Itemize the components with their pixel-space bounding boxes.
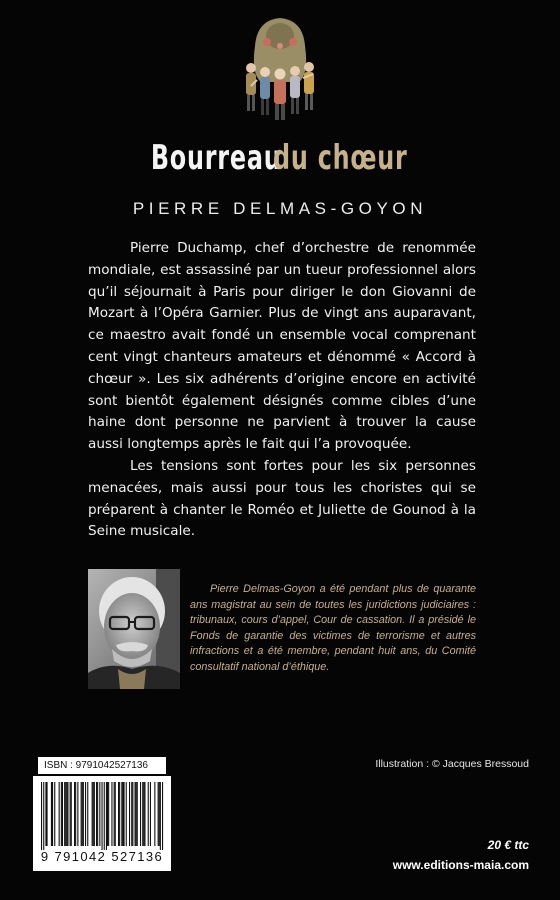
barcode-bar [74, 782, 75, 846]
barcode-bar [131, 782, 132, 846]
barcode-bar [92, 782, 93, 846]
book-title-part1: Bourreau [150, 138, 282, 178]
barcode-bar [137, 782, 138, 846]
barcode-bar [54, 782, 55, 846]
barcode-bar [126, 782, 127, 846]
barcode-bar [71, 782, 72, 846]
barcode-bar [150, 782, 151, 846]
barcode-bar [96, 782, 97, 846]
barcode-bar [143, 782, 144, 846]
barcode-bar [43, 782, 44, 850]
barcode-bar [136, 782, 137, 846]
barcode-bar [160, 782, 161, 850]
barcode-bar [124, 782, 125, 846]
barcode-bars [33, 776, 171, 850]
barcode-bar [67, 782, 68, 846]
barcode-bar [158, 782, 159, 846]
summary-paragraph-1: Pierre Duchamp, chef d’orchestre de renommée mondiale, est assassiné par un tueur professionnel alors qu’il séjournait à Paris pour diriger le don Giovanni de Mozart à l’Opéra Garnier. Plus de vingt ans auparavant, ce maestro avait fondé un ensemble vocal comprenant cent vingt chanteurs amateurs et dénommé « Accord à chœur ». Les six adhérents d’origine encore en activité sont bientôt également désignés comme cibles d’une haine dont personne ne parvient à trouver la cause aussi longtemps après le fait qui l’a provoquée. [88, 240, 476, 453]
barcode-bar [45, 782, 46, 846]
barcode-bar [142, 782, 143, 846]
illustration-credit: Illustration : © Jacques Bressoud [375, 758, 529, 770]
barcode-bar [81, 782, 82, 846]
author-portrait-photo [88, 569, 180, 689]
barcode-bar [121, 782, 122, 846]
author-name: PIERRE DELMAS-GOYON [132, 199, 428, 218]
barcode-bar [106, 782, 107, 850]
book-summary [88, 238, 476, 543]
price: 20 € ttc [487, 838, 529, 852]
barcode-bar [102, 782, 103, 850]
barcode-bar [129, 782, 130, 846]
barcode-bar [97, 782, 98, 846]
barcode-bar [82, 782, 83, 846]
book-title [0, 138, 560, 178]
barcode-bar [119, 782, 120, 846]
barcode-bar [162, 782, 163, 850]
publisher-website: www.editions-maia.com [392, 858, 529, 872]
barcode-bar [144, 782, 145, 846]
barcode-bar [140, 782, 141, 846]
barcode-bar [61, 782, 62, 846]
barcode-bar [59, 782, 60, 846]
barcode-bar [115, 782, 116, 846]
choir-illustration [237, 16, 323, 124]
barcode-bar [122, 782, 123, 846]
barcode-bar [70, 782, 71, 846]
barcode-bar [93, 782, 94, 846]
barcode-bar [104, 782, 105, 850]
barcode-bar [64, 782, 65, 846]
barcode-bar [107, 782, 108, 846]
barcode-bar [83, 782, 84, 846]
barcode-bar [135, 782, 136, 846]
barcode-bar [51, 782, 52, 846]
barcode-bar [41, 782, 42, 850]
barcode-bar [47, 782, 48, 846]
barcode-bar [65, 782, 66, 846]
barcode-bar [108, 782, 109, 846]
barcode-bar [87, 782, 88, 846]
barcode-bar [94, 782, 95, 846]
barcode-bar [62, 782, 63, 846]
author-bio-text: Pierre Delmas-Goyon a été pendant plus de quarante ans magistrat au sein de toutes les juridictions judiciaires : tribunaux, cours d’appel, Cour de cassation. Il a présidé le Fonds de garantie des victimes de terrorisme et autres infractions et a été membre, pendant huit ans, du Comité consultatif national d’éthique. [190, 583, 476, 673]
author-bio [190, 582, 476, 676]
barcode-bar [77, 782, 78, 846]
barcode-bar [66, 782, 67, 846]
barcode-bar [75, 782, 76, 846]
barcode-bar [99, 782, 100, 846]
barcode-bar [111, 782, 112, 846]
barcode-bar [85, 782, 86, 846]
barcode-bar [114, 782, 115, 846]
barcode-bar [148, 782, 149, 846]
barcode-bar [154, 782, 155, 846]
barcode-bar [132, 782, 133, 846]
isbn-label: ISBN : 9791042527136 [38, 757, 166, 774]
barcode-bar [118, 782, 119, 846]
barcode-bar [159, 782, 160, 846]
barcode-bar [52, 782, 53, 846]
book-title-part2: du chœur [273, 138, 408, 178]
isbn-barcode [33, 776, 171, 871]
barcode-digits: 9 791042 527136 [40, 849, 164, 864]
summary-paragraph-2: Les tensions sont fortes pour les six personnes menacées, mais aussi pour tous les choristes qui se préparent à chanter le Roméo et Juliette de Gounod à la Seine musicale. [88, 457, 476, 540]
